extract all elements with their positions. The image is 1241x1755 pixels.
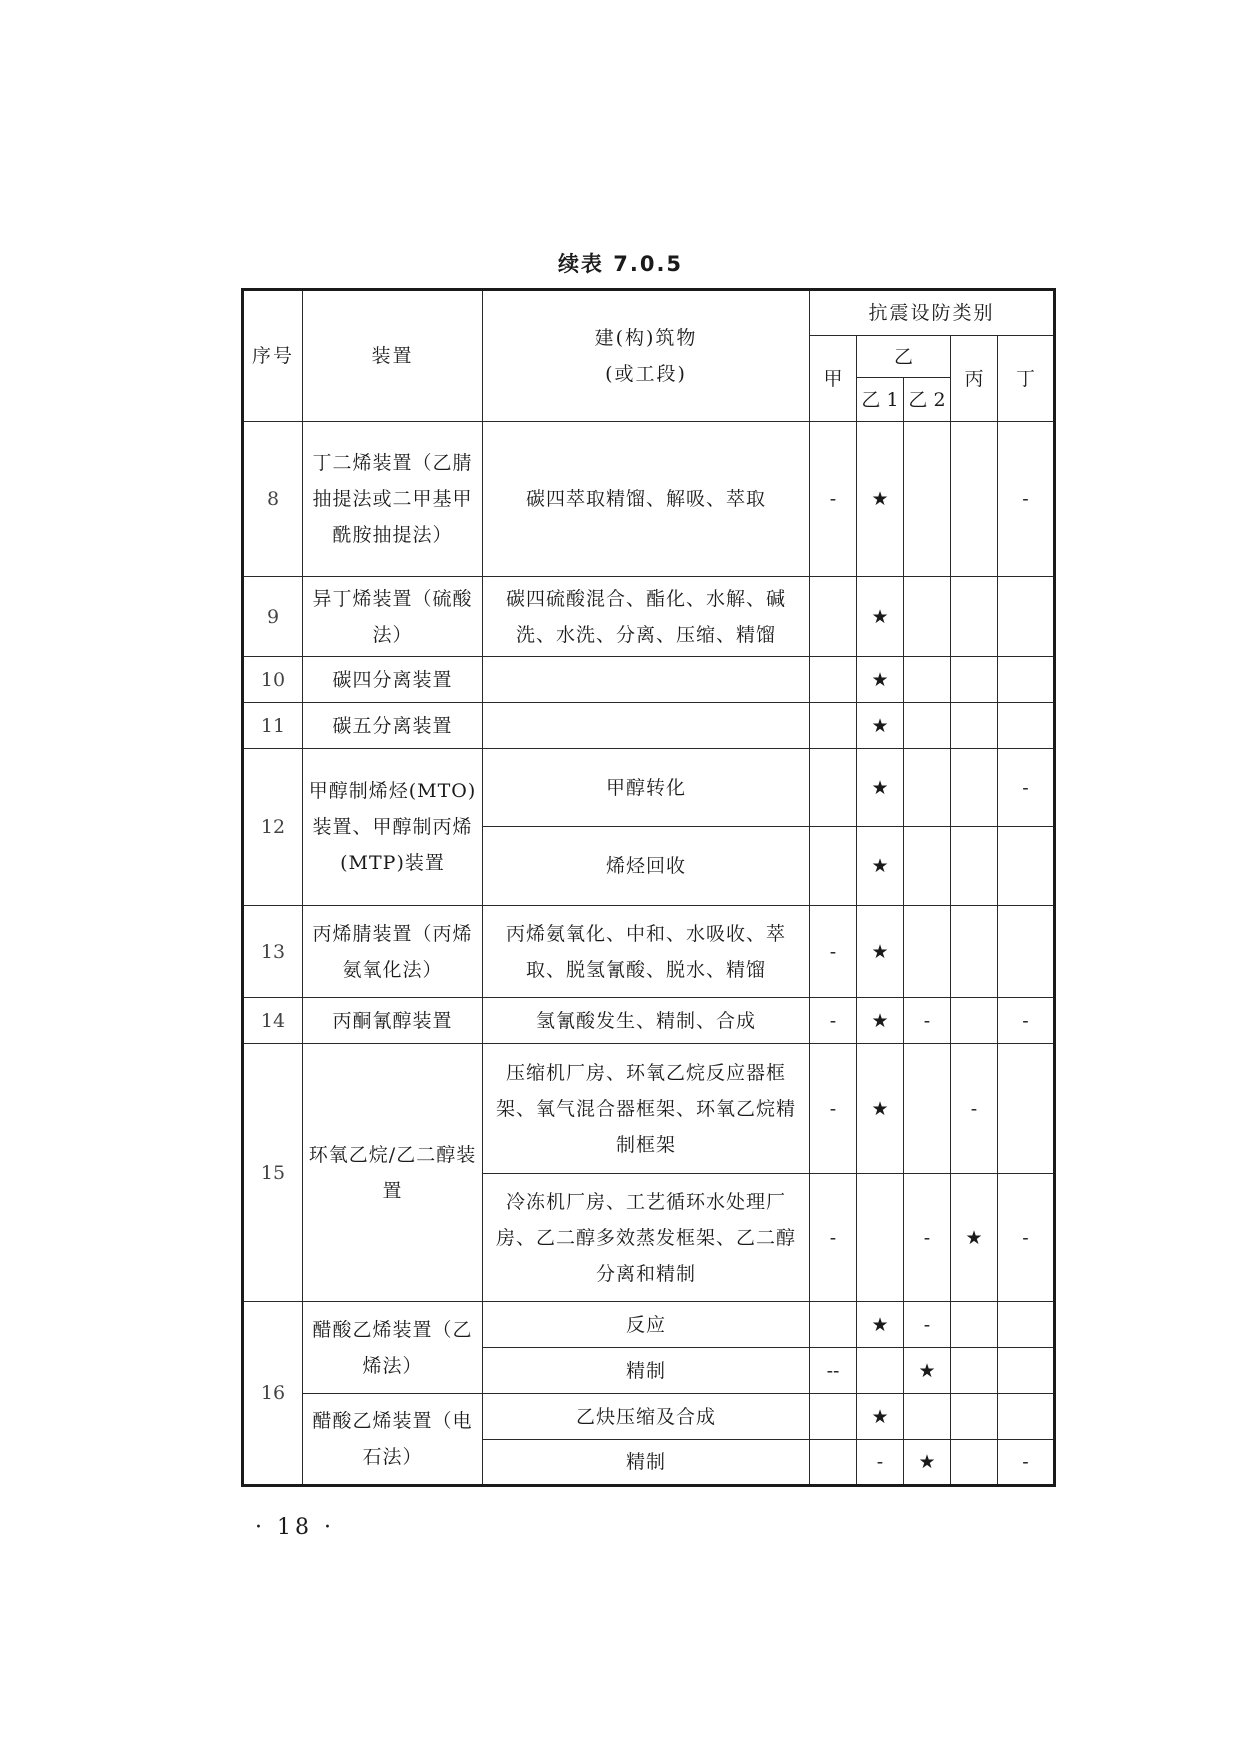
cell-yi-1: ★ — [857, 1302, 904, 1348]
cell-yi-1: ★ — [857, 577, 904, 657]
cell-yi-1: ★ — [857, 998, 904, 1044]
row-building: 烯烃回收 — [483, 827, 810, 906]
cell-jia — [810, 1440, 857, 1486]
page-number: · 18 · — [255, 1515, 335, 1540]
cell-bing — [951, 1394, 998, 1440]
cell-yi-2 — [904, 827, 951, 906]
cell-bing — [951, 422, 998, 577]
cell-ding — [998, 703, 1055, 749]
cell-yi-2 — [904, 749, 951, 827]
row-device: 环氧乙烷/乙二醇装置 — [303, 1044, 483, 1302]
header-device: 装置 — [303, 290, 483, 422]
row-building: 精制 — [483, 1348, 810, 1394]
cell-yi-1 — [857, 1348, 904, 1394]
cell-yi-2 — [904, 1394, 951, 1440]
table-row — [243, 1044, 1055, 1174]
cell-ding — [998, 906, 1055, 998]
cell-yi-1: ★ — [857, 703, 904, 749]
cell-yi-2 — [904, 422, 951, 577]
cell-jia — [810, 577, 857, 657]
cell-bing — [951, 906, 998, 998]
row-seq: 9 — [243, 577, 303, 657]
cell-bing: ★ — [951, 1174, 998, 1302]
cell-ding — [998, 827, 1055, 906]
cell-yi-2: - — [904, 1174, 951, 1302]
row-device: 醋酸乙烯装置（电石法） — [303, 1394, 483, 1486]
table-row — [243, 422, 1055, 577]
cell-bing — [951, 703, 998, 749]
cell-ding — [998, 1348, 1055, 1394]
row-seq: 12 — [243, 749, 303, 906]
cell-yi-1: ★ — [857, 422, 904, 577]
table-row — [243, 577, 1055, 657]
table-row — [243, 906, 1055, 998]
cell-ding — [998, 1044, 1055, 1174]
row-building: 冷冻机厂房、工艺循环水处理厂房、乙二醇多效蒸发框架、乙二醇分离和精制 — [483, 1174, 810, 1302]
row-seq: 16 — [243, 1302, 303, 1486]
header-yi: 乙 — [857, 336, 951, 378]
row-device: 丙烯腈装置（丙烯氨氧化法） — [303, 906, 483, 998]
row-building: 氢氰酸发生、精制、合成 — [483, 998, 810, 1044]
row-seq: 13 — [243, 906, 303, 998]
cell-bing: - — [951, 1044, 998, 1174]
cell-jia — [810, 1302, 857, 1348]
cell-yi-1: - — [857, 1440, 904, 1486]
cell-yi-2: ★ — [904, 1348, 951, 1394]
cell-yi-1: ★ — [857, 1044, 904, 1174]
cell-jia: - — [810, 906, 857, 998]
cell-jia — [810, 1394, 857, 1440]
cell-bing — [951, 1302, 998, 1348]
row-device: 碳五分离装置 — [303, 703, 483, 749]
cell-bing — [951, 827, 998, 906]
cell-yi-1: ★ — [857, 827, 904, 906]
cell-jia: -- — [810, 1348, 857, 1394]
row-device: 醋酸乙烯装置（乙烯法） — [303, 1302, 483, 1394]
row-building — [483, 703, 810, 749]
cell-yi-1 — [857, 1174, 904, 1302]
header-yi-1: 乙 1 — [857, 378, 904, 422]
header-jia: 甲 — [810, 336, 857, 422]
cell-yi-2: - — [904, 1302, 951, 1348]
row-seq: 15 — [243, 1044, 303, 1302]
cell-jia: - — [810, 998, 857, 1044]
seismic-category-table — [241, 288, 1056, 1487]
row-device: 甲醇制烯烃(MTO)装置、甲醇制丙烯(MTP)装置 — [303, 749, 483, 906]
cell-jia — [810, 657, 857, 703]
row-device: 碳四分离装置 — [303, 657, 483, 703]
cell-yi-2 — [904, 1044, 951, 1174]
header-building-line2: (或工段) — [605, 363, 687, 385]
row-device: 异丁烯装置（硫酸法） — [303, 577, 483, 657]
row-building: 乙炔压缩及合成 — [483, 1394, 810, 1440]
cell-yi-2: ★ — [904, 1440, 951, 1486]
row-building: 精制 — [483, 1440, 810, 1486]
header-bing: 丙 — [951, 336, 998, 422]
cell-bing — [951, 1440, 998, 1486]
header-category: 抗震设防类别 — [810, 290, 1055, 336]
row-building: 碳四硫酸混合、酯化、水解、碱洗、水洗、分离、压缩、精馏 — [483, 577, 810, 657]
header-seq: 序号 — [243, 290, 303, 422]
cell-bing — [951, 1348, 998, 1394]
row-building: 碳四萃取精馏、解吸、萃取 — [483, 422, 810, 577]
row-building: 甲醇转化 — [483, 749, 810, 827]
cell-ding — [998, 577, 1055, 657]
cell-ding: - — [998, 998, 1055, 1044]
header-building-line1: 建(构)筑物 — [594, 327, 698, 349]
cell-yi-1: ★ — [857, 906, 904, 998]
table-row — [243, 703, 1055, 749]
cell-ding — [998, 1302, 1055, 1348]
header-ding: 丁 — [998, 336, 1055, 422]
row-device: 丙酮氰醇装置 — [303, 998, 483, 1044]
header-yi-2: 乙 2 — [904, 378, 951, 422]
cell-ding — [998, 657, 1055, 703]
cell-ding: - — [998, 422, 1055, 577]
cell-jia: - — [810, 1174, 857, 1302]
row-device: 丁二烯装置（乙腈抽提法或二甲基甲酰胺抽提法） — [303, 422, 483, 577]
cell-yi-1: ★ — [857, 657, 904, 703]
row-building — [483, 657, 810, 703]
cell-bing — [951, 749, 998, 827]
cell-ding — [998, 1394, 1055, 1440]
cell-yi-2: - — [904, 998, 951, 1044]
cell-jia — [810, 827, 857, 906]
header-building — [483, 290, 810, 422]
cell-jia — [810, 749, 857, 827]
cell-yi-1: ★ — [857, 1394, 904, 1440]
row-seq: 14 — [243, 998, 303, 1044]
table-row — [243, 1302, 1055, 1348]
cell-ding: - — [998, 1440, 1055, 1486]
cell-yi-2 — [904, 703, 951, 749]
cell-yi-2 — [904, 657, 951, 703]
row-building: 反应 — [483, 1302, 810, 1348]
cell-jia: - — [810, 1044, 857, 1174]
row-building: 压缩机厂房、环氧乙烷反应器框架、氧气混合器框架、环氧乙烷精制框架 — [483, 1044, 810, 1174]
cell-yi-2 — [904, 577, 951, 657]
row-seq: 8 — [243, 422, 303, 577]
cell-ding: - — [998, 749, 1055, 827]
cell-ding: - — [998, 1174, 1055, 1302]
cell-bing — [951, 998, 998, 1044]
table-caption: 续表 7.0.5 — [557, 252, 684, 276]
table-row — [243, 657, 1055, 703]
table-row — [243, 749, 1055, 827]
row-seq: 11 — [243, 703, 303, 749]
cell-yi-1: ★ — [857, 749, 904, 827]
row-building: 丙烯氨氧化、中和、水吸收、萃取、脱氢氰酸、脱水、精馏 — [483, 906, 810, 998]
cell-bing — [951, 577, 998, 657]
cell-jia: - — [810, 422, 857, 577]
table-row — [243, 998, 1055, 1044]
cell-jia — [810, 703, 857, 749]
table-row — [243, 1394, 1055, 1440]
cell-bing — [951, 657, 998, 703]
row-seq: 10 — [243, 657, 303, 703]
cell-yi-2 — [904, 906, 951, 998]
